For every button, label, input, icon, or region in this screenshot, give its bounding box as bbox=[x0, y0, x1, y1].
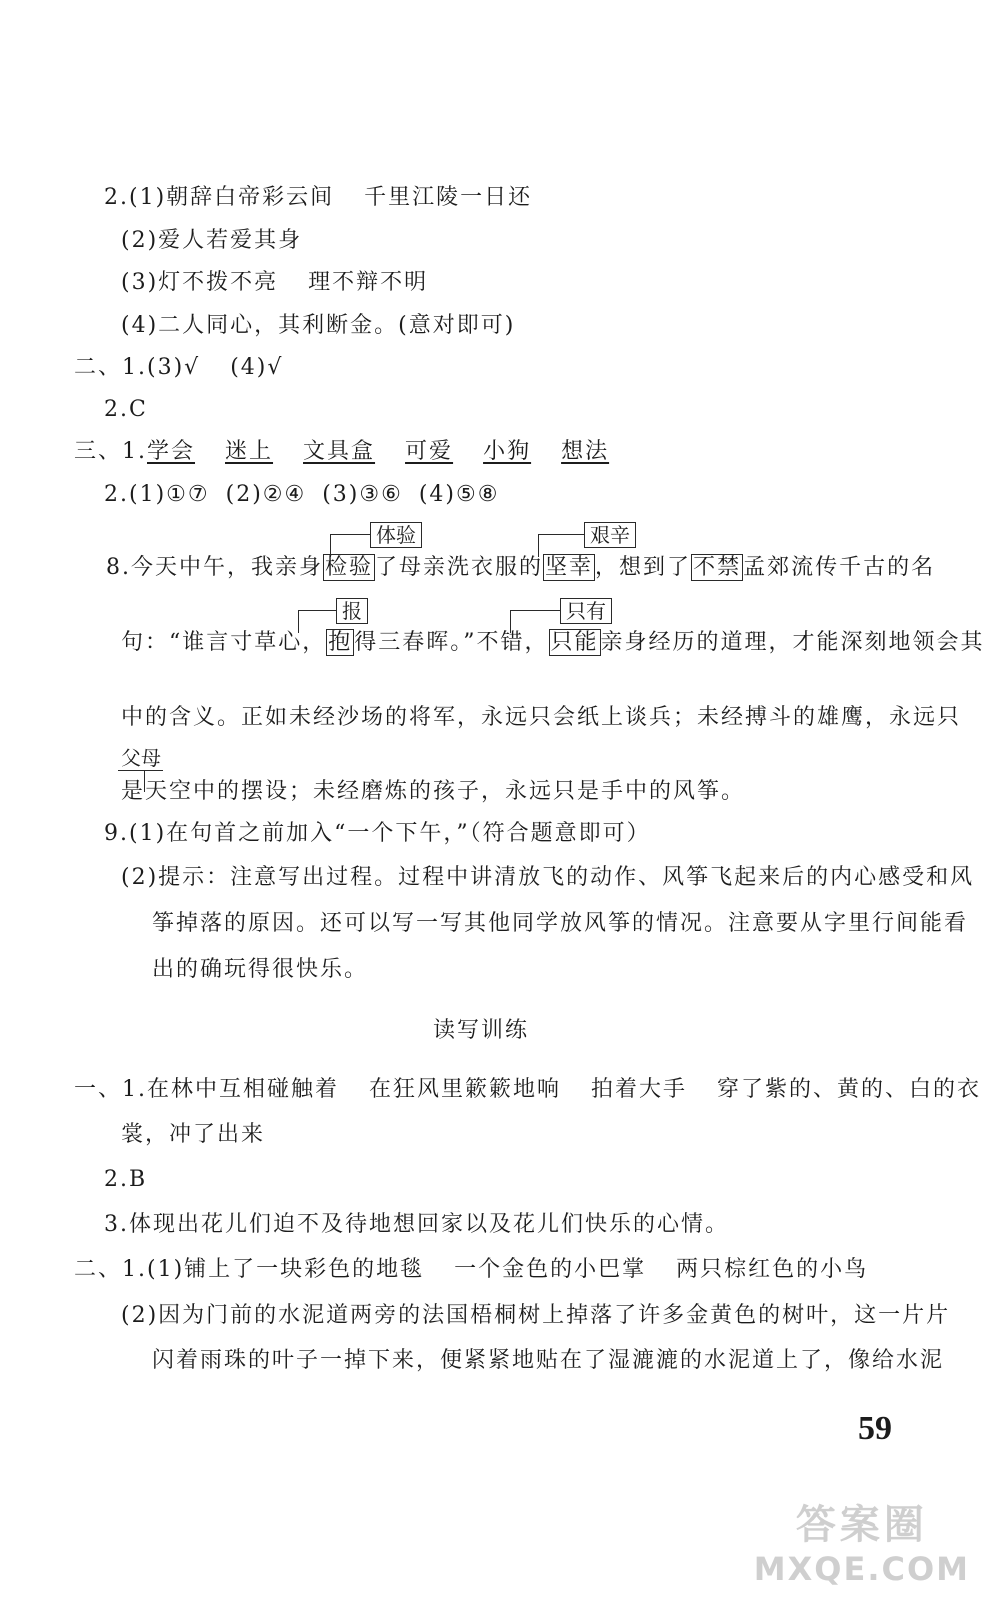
answer-text: 亲身经历的道理，才能深刻地领会其 bbox=[600, 630, 985, 655]
underlined-word: 可爱 bbox=[405, 439, 454, 464]
answer-text: 千里江陵一日还 bbox=[364, 185, 533, 210]
answer-line: 2.C bbox=[104, 397, 148, 422]
watermark-url: MXQE.COM bbox=[753, 1550, 970, 1588]
marked-word: 检验 bbox=[325, 555, 374, 580]
answer-line: 闪着雨珠的叶子一掉下来，便紧紧地贴在了湿漉漉的水泥道上了，像给水泥 bbox=[152, 1348, 945, 1373]
answer-text: 8.今天中午，我亲身 bbox=[106, 555, 323, 580]
answer-line: 裳，冲了出来 bbox=[121, 1122, 266, 1147]
underlined-word: 学会 bbox=[147, 439, 196, 464]
answer-line bbox=[121, 272, 428, 294]
answer-line-with-corrections bbox=[121, 632, 985, 654]
answer-line: 3.体现出花儿们迫不及待地想回家以及花儿们快乐的心情。 bbox=[104, 1212, 729, 1237]
correction-box: 只有 bbox=[560, 598, 612, 624]
answer-line-with-corrections bbox=[106, 557, 935, 579]
answer-text: 一个金色的小巴掌 bbox=[454, 1257, 647, 1282]
answer-text: 在狂风里簌簌地响 bbox=[369, 1077, 562, 1102]
answer-line: (2)提示：注意写出过程。过程中讲清放飞的动作、风筝飞起来后的内心感受和风 bbox=[121, 865, 975, 890]
correction-box: 体验 bbox=[370, 522, 422, 548]
answer-line: 2.B bbox=[104, 1167, 148, 1192]
correction-box: 艰辛 bbox=[584, 522, 636, 548]
underlined-word: 想法 bbox=[561, 439, 610, 464]
answer-line: 中的含义。正如未经沙场的将军，永远只会纸上谈兵；未经搏斗的雄鹰，永远只 bbox=[121, 705, 962, 730]
answer-text: (2)②④ bbox=[225, 482, 307, 507]
marked-word: 抱 bbox=[328, 630, 353, 655]
marked-word: 不禁 bbox=[693, 555, 742, 580]
insertion-line bbox=[118, 770, 163, 771]
underlined-word: 文具盒 bbox=[303, 439, 376, 464]
answer-text: (4)⑤⑧ bbox=[418, 482, 500, 507]
underlined-word: 迷上 bbox=[225, 439, 274, 464]
answer-text: 孟郊流传千古的名 bbox=[743, 555, 936, 580]
answer-text: 得三春晖。”不错， bbox=[354, 630, 549, 655]
answer-text: 句：“谁言寸草心， bbox=[121, 630, 327, 655]
answer-line: 9.(1)在句首之前加入“一个下午，”（符合题意即可） bbox=[104, 821, 651, 846]
answer-line: (2)因为门前的水泥道两旁的法国梧桐树上掉落了许多金黄色的树叶，这一片片 bbox=[121, 1303, 951, 1328]
correction-box: 报 bbox=[336, 598, 368, 624]
answer-text: 两只棕红色的小鸟 bbox=[676, 1257, 869, 1282]
marked-word: 坚幸 bbox=[545, 555, 594, 580]
answer-line: 是天空中的摆设；未经磨炼的孩子，永远只是手中的风筝。 bbox=[121, 779, 746, 804]
underlined-word: 小狗 bbox=[483, 439, 532, 464]
answer-text: (3)灯不拨不亮 bbox=[121, 270, 279, 295]
watermark bbox=[754, 1493, 970, 1588]
answer-line bbox=[104, 484, 499, 506]
answer-line bbox=[74, 1259, 868, 1281]
answer-text: (4)√ bbox=[230, 355, 284, 380]
answer-text: (3)③⑥ bbox=[322, 482, 403, 507]
answer-text: 穿了紫的、黄的、白的衣 bbox=[717, 1077, 982, 1102]
answer-text: 拍着大手 bbox=[591, 1077, 688, 1102]
answer-text: ，想到了 bbox=[595, 555, 692, 580]
answer-text: 了母亲洗衣服的 bbox=[375, 555, 544, 580]
answer-text: 一、1.在林中互相碰触着 bbox=[74, 1077, 339, 1102]
marked-word: 只能 bbox=[550, 630, 599, 655]
inserted-word: 父母 bbox=[121, 746, 161, 770]
answer-line-underlined-words bbox=[74, 441, 609, 463]
answer-line bbox=[104, 187, 532, 209]
answer-text: 2.(1)①⑦ bbox=[104, 482, 210, 507]
answer-text: 二、1.(1)铺上了一块彩色的地毯 bbox=[74, 1257, 425, 1282]
answer-text: 二、1.(3)√ bbox=[74, 355, 201, 380]
answer-line bbox=[74, 1079, 981, 1101]
answer-prefix: 三、1. bbox=[74, 439, 147, 464]
answer-text: 理不辩不明 bbox=[308, 270, 429, 295]
answer-text: 2.(1)朝辞白帝彩云间 bbox=[104, 185, 335, 210]
page-number: 59 bbox=[858, 1410, 892, 1447]
answer-line: 筝掉落的原因。还可以写一写其他同学放风筝的情况。注意要从字里行间能看 bbox=[152, 911, 969, 936]
answer-line bbox=[74, 357, 283, 379]
section-title: 读写训练 bbox=[433, 1018, 530, 1043]
answer-line: (4)二人同心，其利断金。(意对即可) bbox=[121, 313, 516, 338]
watermark-logo-text: 答案圈 bbox=[795, 1502, 928, 1548]
answer-line: (2)爱人若爱其身 bbox=[121, 228, 303, 253]
answer-line: 出的确玩得很快乐。 bbox=[152, 957, 369, 982]
